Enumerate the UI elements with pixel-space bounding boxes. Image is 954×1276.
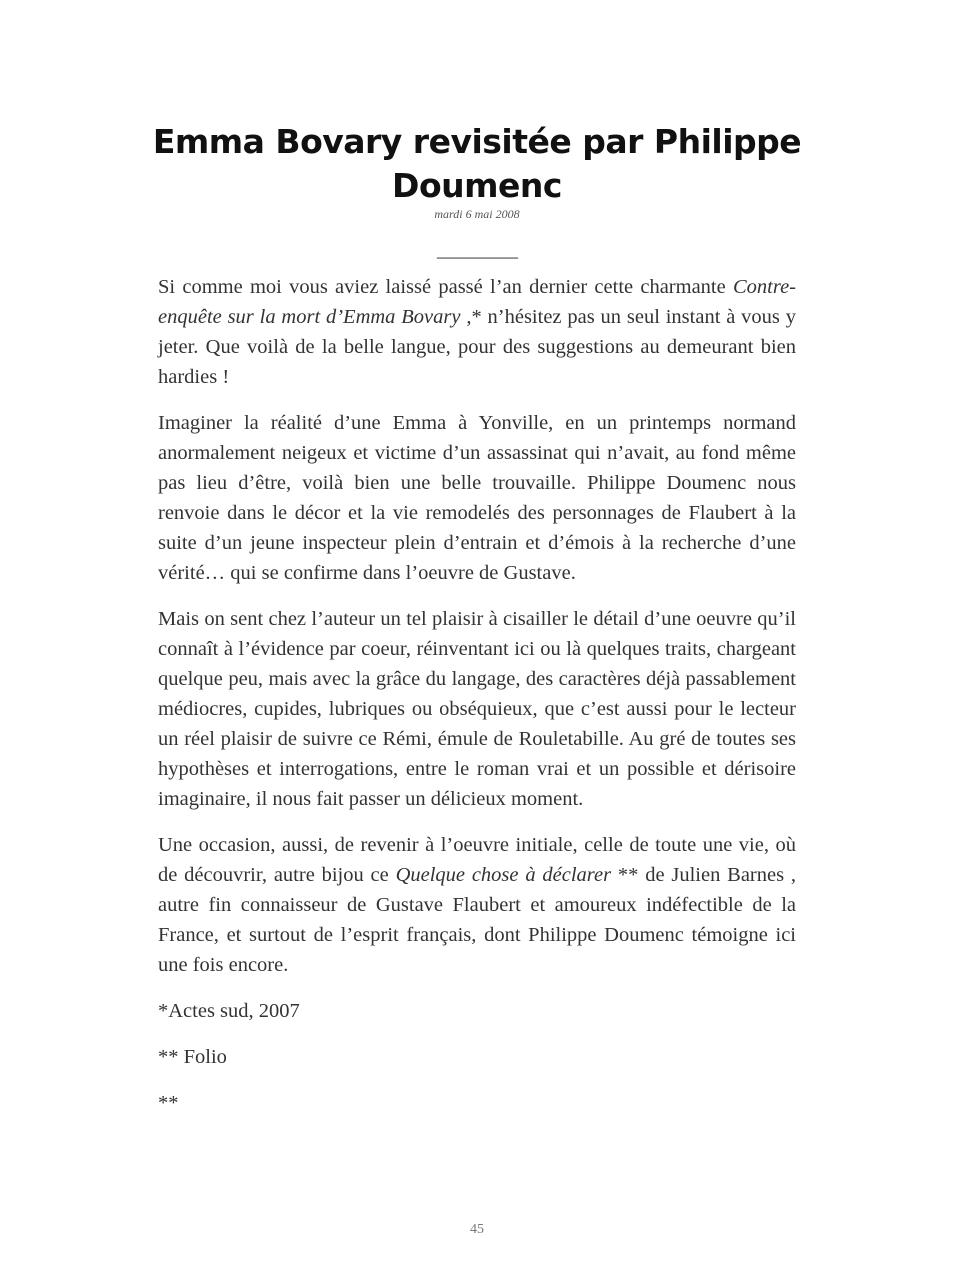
book-title-quelque-chose: Quelque chose à déclarer — [395, 864, 612, 886]
paragraph-4-text-a: Une occasion, aussi, de revenir à l’oeuvre initiale, celle de toute une vie, où de découvrir, autre bijou ce — [158, 834, 796, 886]
article-title: Emma Bovary revisitée par Philippe Doumenc — [152, 122, 802, 205]
footnote-3: ** — [158, 1092, 179, 1114]
footnote-2: ** Folio — [158, 1046, 227, 1068]
paragraph-1-text-a: Si comme moi vous aviez laissé passé l’an dernier cette charmante — [158, 276, 733, 298]
paragraph-3: Mais on sent chez l’auteur un tel plaisir à cisailler le détail d’une oeuvre qu’il connaît à l’évidence par coeur, réinventant ici ou là quelques traits, chargeant quelque peu, mais avec la grâce du langage, des caractères déjà passablement médiocres, cupides, lubriques ou obséquieux, que c’est aussi pour le lecteur un réel plaisir de suivre ce Rémi, émule de Rouletabille. Au gré de toutes ses hypothèses et interrogations, entre le roman vrai et un possible et dérisoire imaginaire, il nous fait passer un délicieux moment. — [158, 608, 796, 810]
page-number: 45 — [470, 1222, 484, 1237]
paragraph-4 — [158, 830, 796, 980]
paragraph-4-text-b: ** de Julien Barnes , autre fin connaisseur de Gustave Flaubert et amoureux indéfectible de la France, et surtout de l’esprit français, dont Philippe Doumenc témoigne ici une fois encore. — [158, 864, 797, 976]
paragraph-2: Imaginer la réalité d’une Emma à Yonville, en un printemps normand anormalement neigeux et victime d’un assassinat qui n’avait, au fond même pas lieu d’être, voilà bien une belle trouvaille. Philippe Doumenc nous renvoie dans le décor et la vie remodelés des personnages de Flaubert à la suite d’un jeune inspecteur plein d’entrain et d’émois à la recherche d’une vérité… qui se confirme dans l’oeuvre de Gustave. — [158, 412, 796, 584]
footnote-1: *Actes sud, 2007 — [158, 1000, 300, 1022]
book-title-contre-enquete: Contre-enquête sur la mort d’Emma Bovary — [158, 276, 796, 328]
paragraph-1 — [158, 272, 796, 392]
title-separator: __________ — [437, 240, 517, 260]
paragraph-1-text-b: ,* n’hésitez pas un seul instant à vous y jeter. Que voilà de la belle langue, pour des suggestions au demeurant bien hardies ! — [158, 306, 796, 388]
article-date: mardi 6 mai 2008 — [434, 207, 520, 221]
article-body — [158, 272, 796, 1134]
